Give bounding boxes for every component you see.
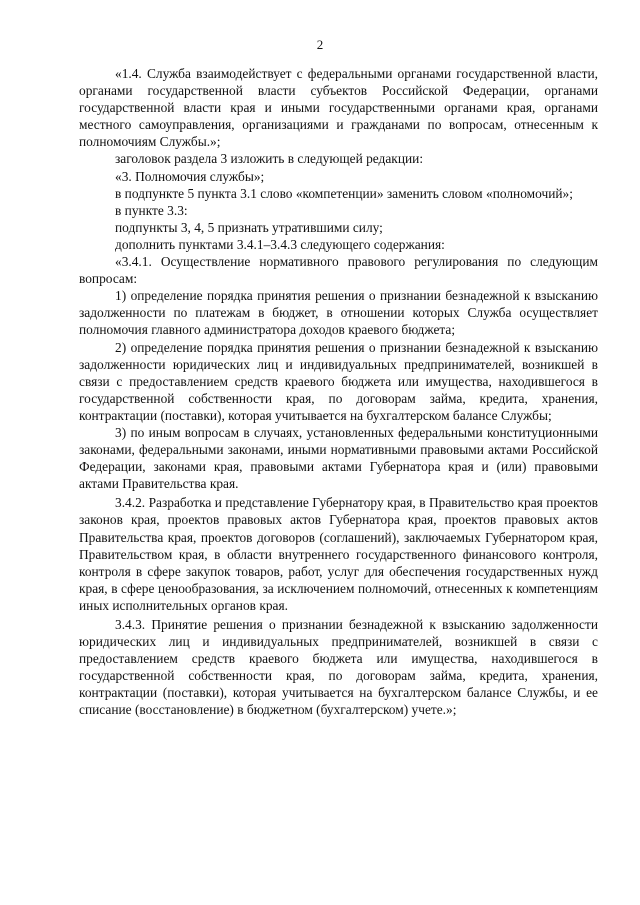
paragraph-repeal-subpoints: подпункты 3, 4, 5 признать утратившими силу; [115,219,383,235]
paragraph-3-4-1: «3.4.1. Осуществление нормативного правового регулирования по следующим вопросам: [79,254,598,287]
paragraph-add-points: дополнить пунктами 3.4.1–3.4.3 следующего содержания: [115,236,445,252]
document-body [79,65,598,719]
paragraph-1-4: «1.4. Служба взаимодействует с федеральными органами государственной власти, органами государственной власти субъектов Российской Федерации, органами государственной власти края и иными государственными органами края, органами местного самоуправления, организациями и гражданами по вопросам, отнесенным к полномочиям Службы.»; [79,66,598,150]
paragraph-point-3-3: в пункте 3.3: [115,202,188,218]
paragraph-section-3-title: «3. Полномочия службы»; [115,168,265,184]
paragraph-3-4-3: 3.4.3. Принятие решения о признании безнадежной к взысканию задолженности юридических лиц и индивидуальных предпринимателей, возникшей в связи с предоставлением средств краевого бюджета или имущества, находившегося в государственной собственности края, по договорам займа, кредита, хранения, контрактации (поставки), которая учитывается на бухгалтерском балансе Службы, и ее списание (восстановление) в бюджетном (бухгалтерском) учете.»; [79,617,598,718]
paragraph-section-3-heading-instruction: заголовок раздела 3 изложить в следующей редакции: [115,151,424,167]
paragraph-3-4-1-item-2: 2) определение порядка принятия решения о признании безнадежной к взысканию задолженности юридических лиц и индивидуальных предпринимателей, возникшей в связи с предоставлением средств краевого бюджета или имущества, находившегося в государственной собственности края, по договорам займа, кредита, хранения, контрактации (поставки), которая учитывается на бухгалтерском балансе Службы; [79,339,598,423]
page-number: 2 [316,37,324,52]
paragraph-3-4-2: 3.4.2. Разработка и представление Губернатору края, в Правительство края проектов законов края, проектов правовых актов Губернатора края, проектов правовых актов Правительства края, проектов договоров (соглашений), заключаемых Губернатором края, Правительством края, в области внутреннего государственного финансового контроля, контроля в сфере закупок товаров, работ, услуг для обеспечения государственных нужд края, в сфере ценообразования, за исключением полномочий, отнесенных к компетенциям иных исполнительных органов края. [79,495,598,613]
paragraph-3-4-1-item-3: 3) по иным вопросам в случаях, установленных федеральными конституционными законами, федеральными законами, иными нормативными правовыми актами Российской Федерации, законами края, правовыми актами Губернатора края и (или) правовыми актами Правительства края. [79,424,598,492]
paragraph-subpoint-5-amendment: в подпункте 5 пункта 3.1 слово «компетенции» заменить словом «полномочий»; [115,185,573,201]
paragraph-3-4-1-item-1: 1) определение порядка принятия решения о признании безнадежной к взысканию задолженности по платежам в бюджет, в отношении которых Служба осуществляет полномочия главного администратора доходов краевого бюджета; [79,288,598,338]
